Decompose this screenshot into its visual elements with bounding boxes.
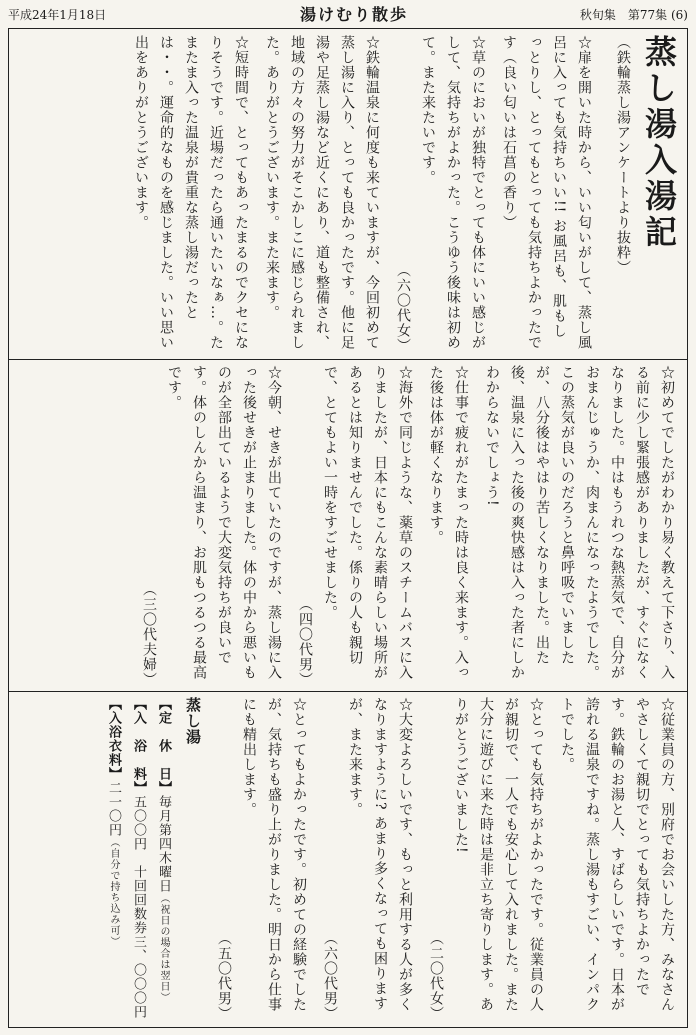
comment-entry: ☆海外で同じような、薬草のスチームバスに入りましたが、日本にもこんな素晴らしい場所があるとは知りませんでした。係りの人も親切で、とてもよい一時をすごせました。 （四〇代男） — [292, 365, 417, 687]
article-frame — [8, 28, 688, 1028]
comment-entry: ☆とっても気持ちがよかったです。従業員の人が親切で、一人でも安心して入れました。また大分に遊びに来た時は是非立ち寄りします。ありがとうございました! （二〇代女） — [423, 697, 548, 1021]
section-middle — [19, 365, 679, 687]
article-subtitle: （鉄輪蒸し湯アンケートより抜粋） — [615, 35, 631, 275]
comment-entry: ☆従業員の方、別府でお会いした方、みなさんやさしくて親切でとっても気持ちよかったです。鉄輪のお湯と人、すばらしいです。日本が誇れる温泉ですね。蒸し湯もすごい、インパクトでした。 — [559, 697, 675, 1012]
comment-entry: ☆草のにおいが独特でとっても体にいい感じがして、気持ちがよかった。こうゆう後味は初めて。また来たいです。 （六〇代女） — [390, 35, 490, 353]
comment-entry: ☆扉を開いた時から、いい匂いがして、蒸し風呂に入っても気持ちいい!! お風呂も、肌もしっとりし、とってもとっても気持ちよかったです（良い匂いは石菖の香り） — [501, 35, 592, 350]
comment-entry: ☆今朝、せきが出ていたのですが、蒸し湯に入った後せきが止まりました。体の中から悪いものが全部出ているようで大変気持ちが良いです。体のしんから温まり、お肌もつるつる最高です。 （三〇代夫婦） — [136, 365, 286, 687]
comment-signature: （六〇代女） — [395, 263, 411, 353]
info-price: 【入 浴 料】五〇〇円 十回回数券三、〇〇〇円 — [131, 697, 146, 1019]
comment-signature: （六〇代男） — [322, 931, 338, 1021]
section-divider — [9, 691, 687, 692]
issue-number: 秋旬集 第77集 (6) — [579, 8, 688, 22]
comment-signature: （良い匂いは石菖の香り） — [501, 50, 517, 230]
header-date: 平成24年1月18日 — [8, 8, 107, 22]
comment-signature: （二〇代女） — [428, 931, 444, 1021]
section-divider — [9, 359, 687, 360]
comment-signature: （五〇代男） — [216, 931, 232, 1021]
info-title: 蒸し湯 — [184, 697, 202, 745]
newsletter-title: 湯けむり散歩 — [300, 5, 409, 24]
page-header — [0, 0, 696, 28]
section-bottom — [19, 697, 679, 1021]
article-title: 蒸し湯入湯記 — [640, 35, 678, 251]
comment-signature: （四〇代男） — [297, 597, 313, 687]
info-closed-day: 【定 休 日】毎月第四木曜日（祝日の場合は翌日） — [156, 697, 171, 1003]
comment-entry: ☆とってもよかったです。初めての経験でしたが、気持ちも盛り上がりました。明日から仕事にも精出します。 （五〇代男） — [211, 697, 311, 1021]
comment-entry: ☆大変よろしいです、もっと利用する人が多くなりますように? あまり多くなっても困りますが、また来ます。 （六〇代男） — [317, 697, 417, 1021]
comment-signature: （三〇代夫婦） — [141, 582, 157, 687]
info-clothing: 【入浴衣料】二一〇円（自分で持ち込み可） — [106, 697, 121, 947]
comment-entry: ☆仕事で疲れがたまった時は良く来ます。入った後は体が軽くなります。 — [428, 365, 469, 680]
section-top — [19, 35, 679, 353]
comment-entry: ☆短時間で、とってもあったまるのでクセになりそうです。近場だったら通いたいなぁ…。たまたま入った温泉が貴重な蒸し湯だったとは・・。運命的なものを感じました。いい思い出をありがとうございます。 — [133, 35, 249, 350]
comment-entry: ☆鉄輪温泉に何度も来ていますが、今回初めて蒸し湯に入り、とっても良かったです。他に足湯や足蒸し湯など近くにあり、道も整備され、地域の方々の努力がそこかしこに感じられました。ありがとうございます。また来ます。 — [264, 35, 380, 350]
comment-entry: ☆初めてでしたがわかり易く教えて下さり、入る前に少し緊張感がありましたが、すぐになくなりました。中はもうれつな熱蒸気で、自分がおまんじゅうか、肉まんになったようでした。この蒸気が良いのだろうと鼻呼吸でいましたが、八分後はやはり苦しくなりました。出た後、温泉に入った後の爽快感は入った者にしかわからないでしょう! — [484, 365, 675, 680]
